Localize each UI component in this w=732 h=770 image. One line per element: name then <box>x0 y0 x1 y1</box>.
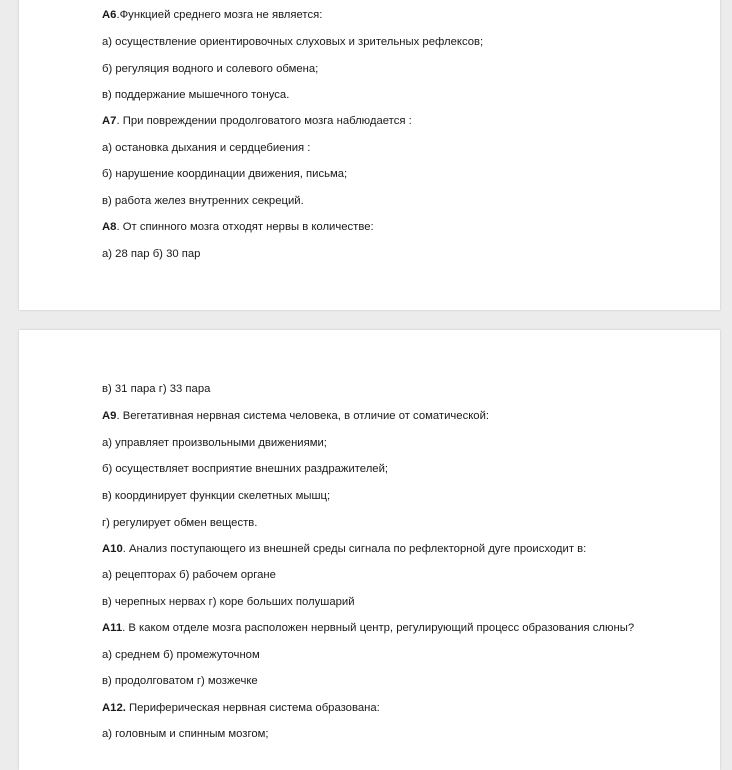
answer-option: в) черепных нервах г) коре больших полушарий <box>102 596 355 608</box>
answer-option: в) продолговатом г) мозжечке <box>102 675 258 687</box>
answer-option: а) 28 пар б) 30 пар <box>102 248 201 260</box>
question-number: А6 <box>102 9 117 21</box>
question-a8 <box>102 220 374 234</box>
answer-option: а) остановка дыхания и сердцебиения : <box>102 142 311 154</box>
question-number: А9 <box>102 410 117 422</box>
answer-option: в) работа желез внутренних секреций. <box>102 195 304 207</box>
question-a6 <box>102 8 322 22</box>
answer-option: б) осуществляет восприятие внешних раздражителей; <box>102 463 389 475</box>
question-number: А10 <box>102 543 123 555</box>
answer-option: а) осуществление ориентировочных слуховых и зрительных рефлексов; <box>102 36 484 48</box>
question-number: А7 <box>102 115 117 127</box>
question-number: А12. <box>102 702 126 714</box>
answer-option: б) регуляция водного и солевого обмена; <box>102 63 319 75</box>
question-a10 <box>102 542 586 556</box>
question-number: А8 <box>102 221 117 233</box>
question-text: . В каком отделе мозга расположен нервный центр, регулирующий процесс образования слюны? <box>122 622 635 634</box>
question-text: . От спинного мозга отходят нервы в количестве: <box>116 221 374 233</box>
question-number: А11 <box>102 622 123 634</box>
answer-option: а) рецепторах б) рабочем органе <box>102 569 276 581</box>
question-text: Периферическая нервная система образована: <box>125 702 380 714</box>
question-text: .Функцией среднего мозга не является: <box>116 9 323 21</box>
answer-option: в) координирует функции скелетных мышц; <box>102 490 331 502</box>
question-text: . Анализ поступающего из внешней среды сигнала по рефлекторной дуге происходит в: <box>122 543 587 555</box>
answer-option: б) нарушение координации движения, письма; <box>102 168 348 180</box>
answer-option: а) среднем б) промежуточном <box>102 649 260 661</box>
answer-option: в) 31 пара г) 33 пара <box>102 383 211 395</box>
answer-option: а) головным и спинным мозгом; <box>102 728 269 740</box>
question-text: . При повреждении продолговатого мозга наблюдается : <box>116 115 412 127</box>
answer-option: в) поддержание мышечного тонуса. <box>102 89 290 101</box>
answer-option: а) управляет произвольными движениями; <box>102 437 327 449</box>
question-a9 <box>102 409 489 423</box>
question-a12 <box>102 701 380 715</box>
question-text: . Вегетативная нервная система человека, в отличие от соматической: <box>116 410 490 422</box>
document-page-2 <box>19 330 720 770</box>
answer-option: г) регулирует обмен веществ. <box>102 517 258 529</box>
document-page-1 <box>19 0 720 310</box>
question-a7 <box>102 114 412 128</box>
question-a11 <box>102 621 634 635</box>
